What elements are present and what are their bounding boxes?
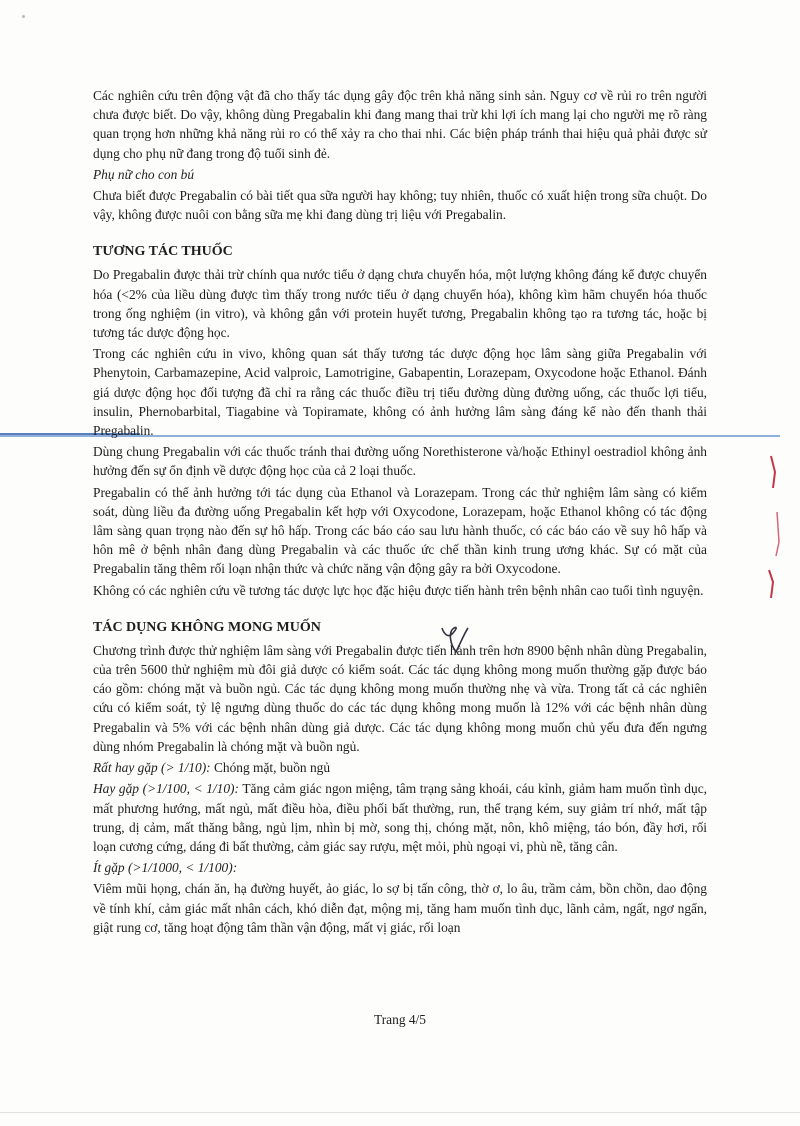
paragraph-interactions-3: Dùng chung Pregabalin với các thuốc tránh thai đường uống Norethisterone và/hoặc Ethinyl oestradiol không ảnh hưởng đến sự ổn định về dược động học của cả 2 loại thuốc. <box>93 444 707 479</box>
paragraph-interactions-5: Không có các nghiên cứu về tương tác dược lực học đặc hiệu được tiến hành trên bệnh nhân cao tuổi tình nguyện. <box>93 582 704 598</box>
handwritten-signature-mark <box>436 622 472 666</box>
section-title-interactions: TƯƠNG TÁC THUỐC <box>93 244 233 260</box>
label-uncommon: Ít gặp (>1/1000, < 1/100): <box>93 860 238 876</box>
bottom-edge <box>0 1112 800 1113</box>
paragraph-interactions-2: Trong các nghiên cứu in vivo, không quan sát thấy tương tác dược động học lâm sàng giữa Pregabalin với Phenytoin, Carbamazepine, Acid valproic, Lamotrigine, Gabapentin, Lorazepam, Oxycodone hoặc Ethanol. Đánh giá dược động học đối tượng đã chỉ ra rằng các thuốc điều trị tiểu đường dùng đường uống, các thuốc lợi tiểu, insulin, Phernobarbital, Tiagabine và Topiramate, không có ảnh hưởng lâm sàng đáng kể nào đến thanh thải Pregabalin. <box>93 346 707 439</box>
subheading-breastfeeding: Phụ nữ cho con bú <box>93 166 195 182</box>
paragraph-pregnancy: Các nghiên cứu trên động vật đã cho thấy tác dụng gây độc trên khả năng sinh sản. Nguy cơ về rủi ro trên người chưa được biết. Do vậy, không dùng Pregabalin khi đang mang thai trừ khi lợi ích mang lại cho người mẹ rõ ràng quan trọng hơn những khả năng rủi ro có thể xảy ra cho thai nhi. Các biện pháp tránh thai hiệu quả phải được sử dụng cho phụ nữ đang trong độ tuổi sinh đẻ. <box>93 88 707 161</box>
paragraph-breastfeeding: Chưa biết được Pregabalin có bài tiết qua sữa người hay không; tuy nhiên, thuốc có xuất hiện trong sữa chuột. Do vậy, không được nuôi con bằng sữa mẹ khi đang dùng trị liệu với Pregabalin. <box>93 188 707 223</box>
text-common: Tăng cảm giác ngon miệng, tâm trạng sảng khoái, cáu kỉnh, giảm ham muốn tình dục, mất phương hướng, mất ngủ, mất điều hòa, điều phối bất thường, run, thể trạng kém, suy giảm trí nhớ, mất tập trung, dị cảm, mất thăng bằng, ngủ lịm, nhìn bị mờ, song thị, chóng mặt, nôn, khô miệng, táo bón, đầy hơi, rối loạn cương cứng, dáng đi bất thường, cảm giác say rượu, mệt mỏi, phù ngoại vi, phù nề, tăng cân. <box>93 781 707 854</box>
document-body <box>93 86 707 939</box>
page-number: Trang 4/5 <box>374 1012 426 1027</box>
label-common: Hay gặp (>1/100, < 1/10): <box>93 781 239 797</box>
paragraph-interactions-1: Do Pregabalin được thải trừ chính qua nước tiểu ở dạng chưa chuyển hóa, một lượng không đáng kể được chuyển hóa (<2% của liều dùng được tìm thấy trong nước tiểu ở dạng chuyển hóa), không kìm hãm chuyển hóa thuốc trong ống nghiệm (in vitro), và không gắn với protein huyết tương, Pregabalin không tạo ra tương tác, hoặc bị tương tác dược động học. <box>93 267 707 341</box>
scan-speck <box>22 15 25 18</box>
paragraph-common <box>93 779 707 856</box>
paragraph-adverse-1: Chương trình được thử nghiệm lâm sàng với Pregabalin được tiến hành trên hơn 8900 bệnh nhân dùng Pregabalin, của trên 5600 thử nghiệm mù đôi giả dược có kiểm soát. Các tác dụng không mong muốn thường gặp được báo cáo gồm: chóng mặt và buồn ngủ. Các tác dụng không mong muốn thường nhẹ và vừa. Trong tất cả các nghiên cứu có kiểm soát, tỷ lệ ngưng dùng thuốc do các tác dụng không mong muốn là 12% với các bệnh nhân dùng Pregabalin và 5% với các bệnh nhân dùng giả dược. Các tác dụng không mong muốn chủ yếu đưa đến ngưng dùng nhóm Pregabalin là chóng mặt và buồn ngủ. <box>93 642 707 754</box>
text-very-common: Chóng mặt, buồn ngủ <box>210 760 331 776</box>
stamp-edge-mark <box>765 452 787 602</box>
text-uncommon: Viêm mũi họng, chán ăn, hạ đường huyết, ảo giác, lo sợ bị tấn công, thờ ơ, lo âu, trầm cảm, bồn chồn, dao động về tính khí, cảm giác mất nhân cách, khó diễn đạt, mộng mị, tăng ham muốn tình dục, lãnh cảm, ngất, ngơ ngẩn, giật rung cơ, tăng hoạt động tâm thần vận động, mất vị giác, rối loạn <box>93 881 707 935</box>
paragraph-very-common <box>93 758 707 777</box>
paragraph-interactions-4: Pregabalin có thể ảnh hưởng tới tác dụng của Ethanol và Lorazepam. Trong các thử nghiệm lâm sàng có kiểm soát, dùng liều đa đường uống Pregabalin kết hợp với Oxycodone, Lorazepam, hoặc Ethanol không có tác động lâm sàng quan trọng nào đến sự hô hấp. Trong các báo cáo sau lưu hành thuốc, có các báo cáo về suy hô hấp và hôn mê ở bệnh nhân đang dùng Pregabalin và các thuốc ức chế thần kinh trung ương khác. Sự có mặt của Pregabalin tăng thêm rối loạn nhận thức và chức năng vận động gây ra bởi Oxycodone. <box>93 484 707 577</box>
section-title-adverse: TÁC DỤNG KHÔNG MONG MUỐN <box>93 619 321 635</box>
label-very-common: Rất hay gặp (> 1/10): <box>93 760 211 776</box>
